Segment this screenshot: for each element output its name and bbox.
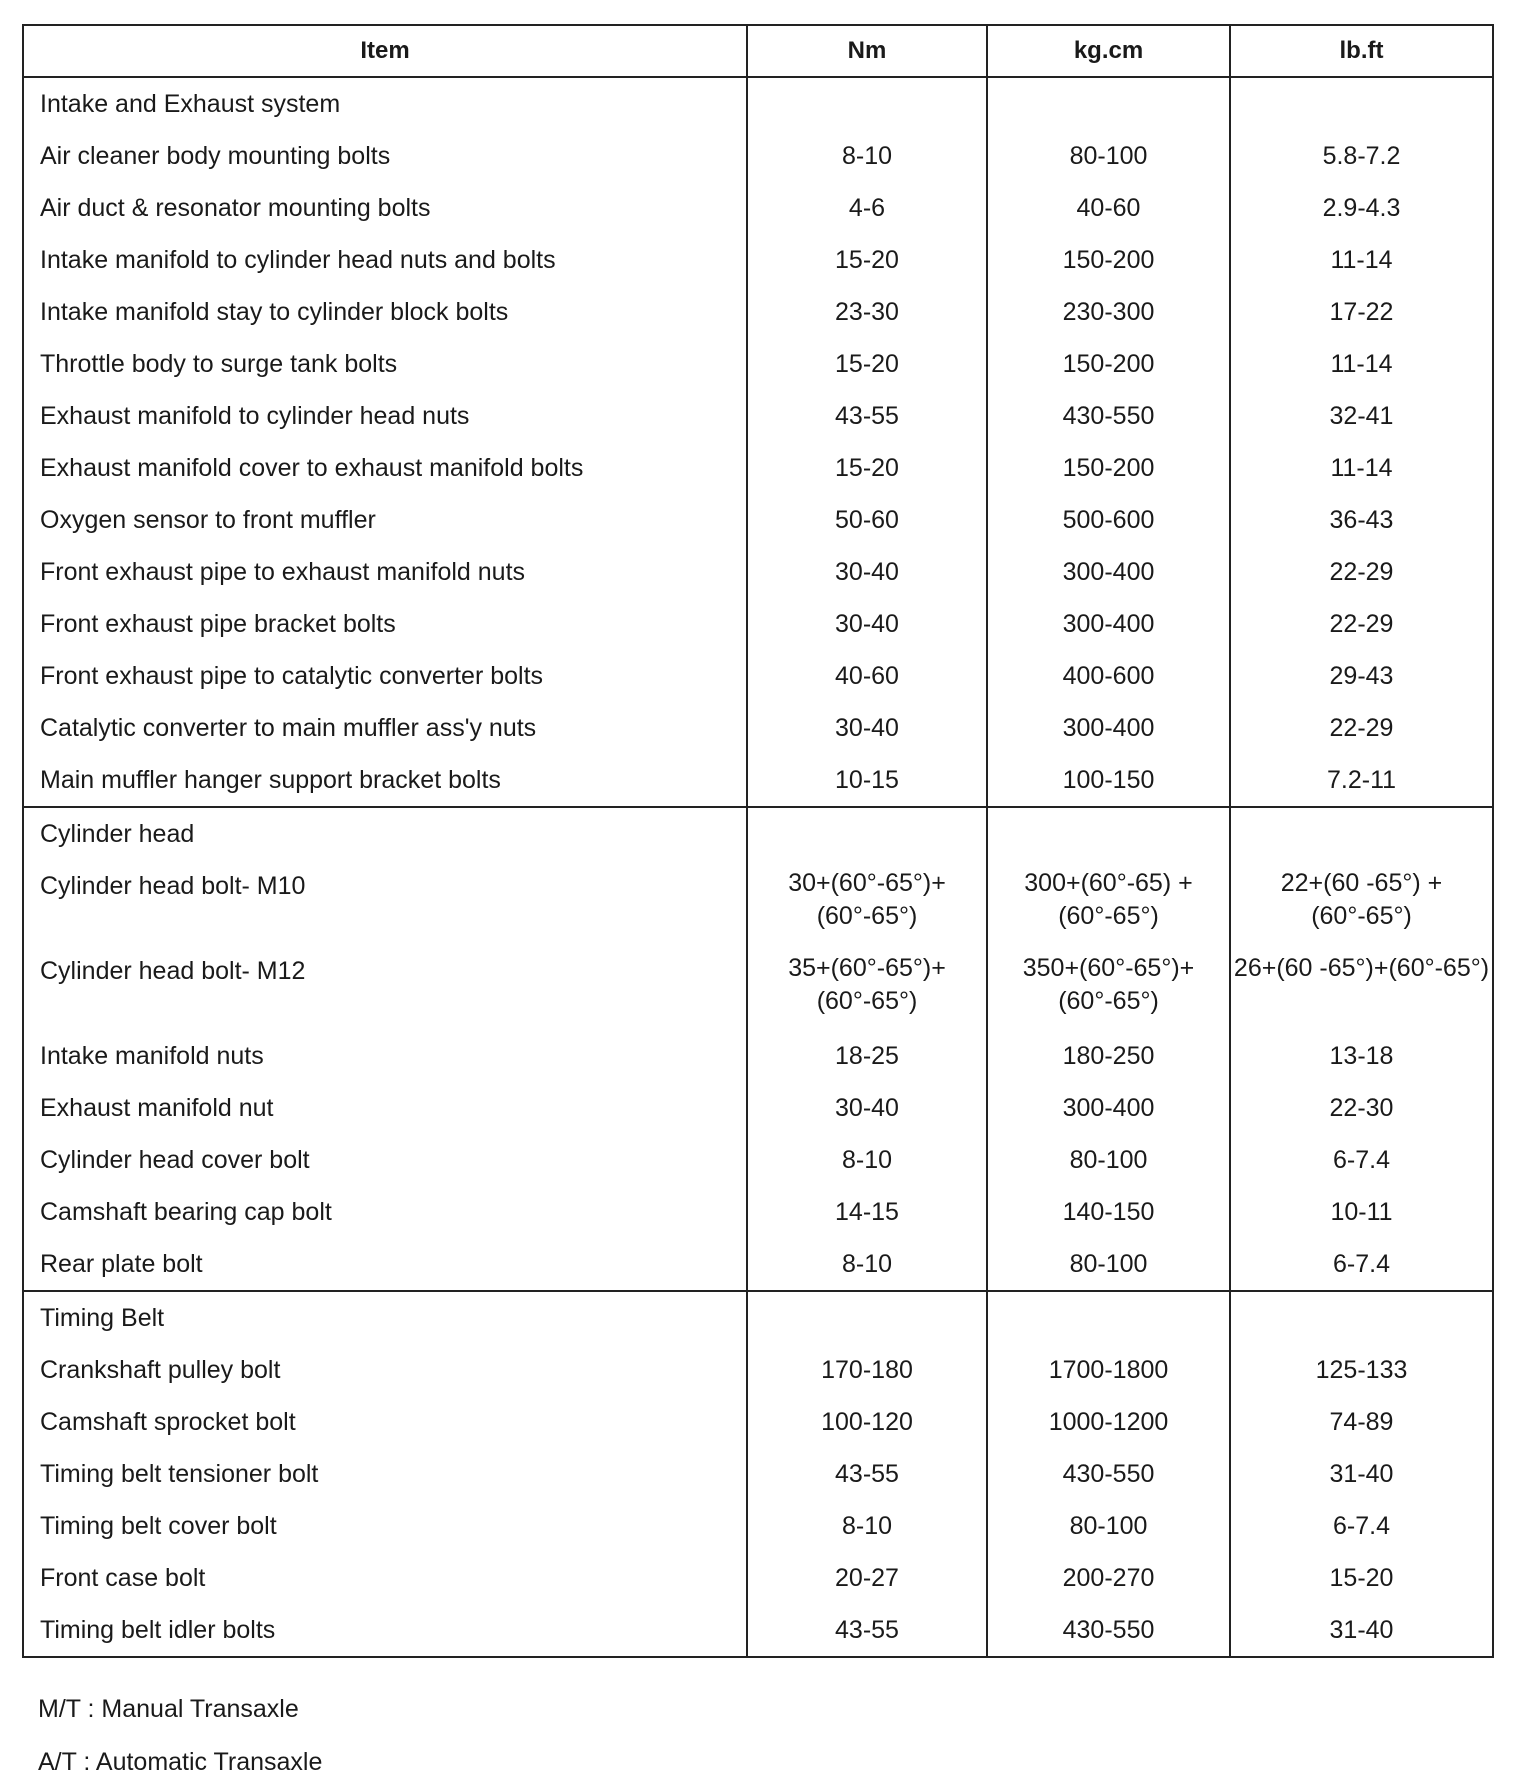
row-value-nm: 15-20	[835, 246, 899, 274]
row-value-kgcm: 300-400	[1062, 714, 1155, 742]
row-value-lbft: 22-29	[1329, 714, 1394, 742]
row-value-kgcm: 200-270	[1062, 1564, 1155, 1592]
row-value-kgcm: 40-60	[1076, 194, 1141, 222]
section-title: Timing Belt	[40, 1304, 165, 1332]
nm-column-cell	[747, 1291, 987, 1657]
row-value-nm: 30-40	[835, 558, 899, 586]
row-value-nm: 18-25	[835, 1042, 899, 1070]
row-item-label: Air cleaner body mounting bolts	[40, 142, 391, 170]
row-item-label: Front exhaust pipe to exhaust manifold nuts	[40, 558, 526, 586]
row-value-lbft: 22-29	[1329, 610, 1394, 638]
row-item-label: Camshaft sprocket bolt	[40, 1408, 296, 1436]
row-item-label: Air duct & resonator mounting bolts	[40, 194, 431, 222]
row-value-nm: 15-20	[835, 350, 899, 378]
row-value-lbft: 125-133	[1315, 1356, 1408, 1384]
row-value-lbft: 11-14	[1330, 246, 1393, 274]
item-column-cell	[23, 1291, 747, 1657]
torque-table	[22, 24, 1494, 1658]
row-item-label: Intake manifold stay to cylinder block bolts	[40, 298, 509, 326]
row-value-lbft: 6-7.4	[1333, 1250, 1390, 1278]
row-value-nm: 170-180	[821, 1356, 913, 1384]
row-value-lbft: 17-22	[1329, 298, 1394, 326]
section-title: Intake and Exhaust system	[40, 90, 341, 118]
row-value-kgcm: 80-100	[1069, 1512, 1148, 1540]
row-item-label: Cylinder head cover bolt	[40, 1146, 310, 1174]
row-value-kgcm: 300-400	[1062, 558, 1155, 586]
row-item-label: Exhaust manifold cover to exhaust manifold bolts	[40, 454, 584, 482]
header-lbft: lb.ft	[1230, 25, 1493, 77]
row-item-label: Rear plate bolt	[40, 1250, 203, 1278]
section-block	[23, 807, 1493, 1291]
header-kgcm: kg.cm	[987, 25, 1230, 77]
row-value-lbft: 22-30	[1329, 1094, 1394, 1122]
row-value-nm: 10-15	[835, 766, 899, 794]
row-value-lbft: 22+(60 -65°) +(60°-65°)	[1280, 869, 1443, 930]
section-title-spacer	[1231, 1292, 1492, 1344]
row-value-lbft: 74-89	[1329, 1408, 1394, 1436]
row-value-lbft: 29-43	[1329, 662, 1394, 690]
row-value-nm: 15-20	[835, 454, 899, 482]
row-value-kgcm: 100-150	[1062, 766, 1155, 794]
row-value-lbft: 5.8-7.2	[1322, 142, 1401, 170]
row-value-lbft: 22-29	[1329, 558, 1394, 586]
row-item-label: Front exhaust pipe to catalytic converter bolts	[40, 662, 544, 690]
note-manual-transaxle: M/T : Manual Transaxle	[38, 1695, 299, 1723]
row-item-label: Oxygen sensor to front muffler	[40, 506, 376, 534]
row-item-label: Timing belt tensioner bolt	[40, 1460, 319, 1488]
row-value-kgcm: 500-600	[1062, 506, 1155, 534]
section-title-spacer	[748, 808, 986, 860]
row-value-nm: 23-30	[835, 298, 899, 326]
header-nm: Nm	[747, 25, 987, 77]
section-block	[23, 1291, 1493, 1657]
row-value-kgcm: 150-200	[1062, 246, 1155, 274]
row-value-kgcm: 1000-1200	[1048, 1408, 1169, 1436]
section-block	[23, 77, 1493, 807]
row-value-lbft: 36-43	[1329, 506, 1394, 534]
row-value-nm: 30-40	[835, 610, 899, 638]
lbft-column-cell	[1230, 1291, 1493, 1657]
row-value-lbft: 11-14	[1330, 350, 1393, 378]
row-value-lbft: 26+(60 -65°)+(60°-65°)	[1233, 954, 1490, 982]
row-value-kgcm: 150-200	[1062, 454, 1155, 482]
row-value-lbft: 6-7.4	[1333, 1146, 1390, 1174]
row-value-kgcm: 180-250	[1062, 1042, 1155, 1070]
row-value-nm: 35+(60°-65°)+(60°-65°)	[788, 954, 946, 1015]
row-item-label: Exhaust manifold to cylinder head nuts	[40, 402, 470, 430]
row-value-nm: 43-55	[835, 1616, 899, 1644]
row-item-label: Main muffler hanger support bracket bolts	[40, 766, 501, 794]
row-value-nm: 30+(60°-65°)+(60°-65°)	[788, 869, 946, 930]
row-value-kgcm: 300-400	[1062, 610, 1155, 638]
row-value-nm: 30-40	[835, 1094, 899, 1122]
kgcm-column-cell	[987, 1291, 1230, 1657]
row-value-kgcm: 300-400	[1062, 1094, 1155, 1122]
kgcm-column-cell	[987, 77, 1230, 807]
header-row	[23, 25, 1493, 77]
row-item-label: Intake manifold to cylinder head nuts and bolts	[40, 246, 556, 274]
row-value-lbft: 13-18	[1329, 1042, 1394, 1070]
row-value-kgcm: 80-100	[1069, 1250, 1148, 1278]
row-value-lbft: 6-7.4	[1333, 1512, 1390, 1540]
section-title: Cylinder head	[40, 820, 195, 848]
row-item-label: Timing belt idler bolts	[40, 1616, 276, 1644]
row-value-kgcm: 140-150	[1062, 1198, 1155, 1226]
row-item-label: Cylinder head bolt- M12	[40, 957, 306, 985]
row-value-nm: 43-55	[835, 1460, 899, 1488]
row-value-lbft: 31-40	[1329, 1616, 1394, 1644]
row-value-kgcm: 80-100	[1069, 1146, 1148, 1174]
row-item-label: Front case bolt	[40, 1564, 206, 1592]
section-title-spacer	[988, 1292, 1229, 1344]
section-title-spacer	[748, 78, 986, 130]
row-value-lbft: 31-40	[1329, 1460, 1394, 1488]
row-item-label: Timing belt cover bolt	[40, 1512, 277, 1540]
row-value-nm: 8-10	[841, 1146, 893, 1174]
row-value-kgcm: 430-550	[1062, 1616, 1155, 1644]
section-title-spacer	[1231, 808, 1492, 860]
row-value-kgcm: 430-550	[1062, 1460, 1155, 1488]
row-value-nm: 40-60	[835, 662, 899, 690]
row-value-kgcm: 430-550	[1062, 402, 1155, 430]
row-value-lbft: 2.9-4.3	[1322, 194, 1401, 222]
row-value-kgcm: 1700-1800	[1048, 1356, 1169, 1384]
row-value-lbft: 11-14	[1330, 454, 1393, 482]
item-column-cell	[23, 77, 747, 807]
torque-spec-sheet	[22, 24, 1492, 1658]
section-title-spacer	[988, 78, 1229, 130]
row-value-lbft: 7.2-11	[1326, 766, 1397, 794]
row-value-nm: 8-10	[841, 1512, 893, 1540]
note-automatic-transaxle: A/T : Automatic Transaxle	[38, 1748, 323, 1776]
row-value-kgcm: 80-100	[1069, 142, 1148, 170]
notes	[38, 1683, 322, 1789]
section-title-spacer	[748, 1292, 986, 1344]
row-value-nm: 14-15	[835, 1198, 899, 1226]
lbft-column-cell	[1230, 807, 1493, 1291]
nm-column-cell	[747, 807, 987, 1291]
nm-column-cell	[747, 77, 987, 807]
row-item-label: Crankshaft pulley bolt	[40, 1356, 281, 1384]
row-value-nm: 20-27	[835, 1564, 899, 1592]
row-item-label: Front exhaust pipe bracket bolts	[40, 610, 396, 638]
row-value-nm: 43-55	[835, 402, 899, 430]
row-item-label: Intake manifold nuts	[40, 1042, 264, 1070]
header-item: Item	[23, 25, 747, 77]
row-value-kgcm: 400-600	[1062, 662, 1155, 690]
row-value-lbft: 32-41	[1329, 402, 1394, 430]
row-value-nm: 50-60	[835, 506, 899, 534]
row-value-lbft: 15-20	[1329, 1564, 1394, 1592]
row-value-nm: 4-6	[848, 194, 886, 222]
section-title-spacer	[1231, 78, 1492, 130]
row-value-kgcm: 350+(60°-65°)+(60°-65°)	[1022, 954, 1195, 1015]
row-value-nm: 30-40	[835, 714, 899, 742]
row-value-nm: 8-10	[841, 142, 893, 170]
row-item-label: Camshaft bearing cap bolt	[40, 1198, 332, 1226]
table-body	[23, 77, 1493, 1657]
row-item-label: Throttle body to surge tank bolts	[40, 350, 398, 378]
lbft-column-cell	[1230, 77, 1493, 807]
row-value-lbft: 10-11	[1330, 1198, 1393, 1226]
row-item-label: Catalytic converter to main muffler ass'y nuts	[40, 714, 537, 742]
row-value-kgcm: 300+(60°-65) +(60°-65°)	[1024, 869, 1193, 930]
row-value-nm: 100-120	[821, 1408, 913, 1436]
row-item-label: Cylinder head bolt- M10	[40, 872, 306, 900]
row-value-nm: 8-10	[841, 1250, 893, 1278]
row-item-label: Exhaust manifold nut	[40, 1094, 274, 1122]
kgcm-column-cell	[987, 807, 1230, 1291]
row-value-kgcm: 230-300	[1062, 298, 1155, 326]
row-value-kgcm: 150-200	[1062, 350, 1155, 378]
section-title-spacer	[988, 808, 1229, 860]
item-column-cell	[23, 807, 747, 1291]
